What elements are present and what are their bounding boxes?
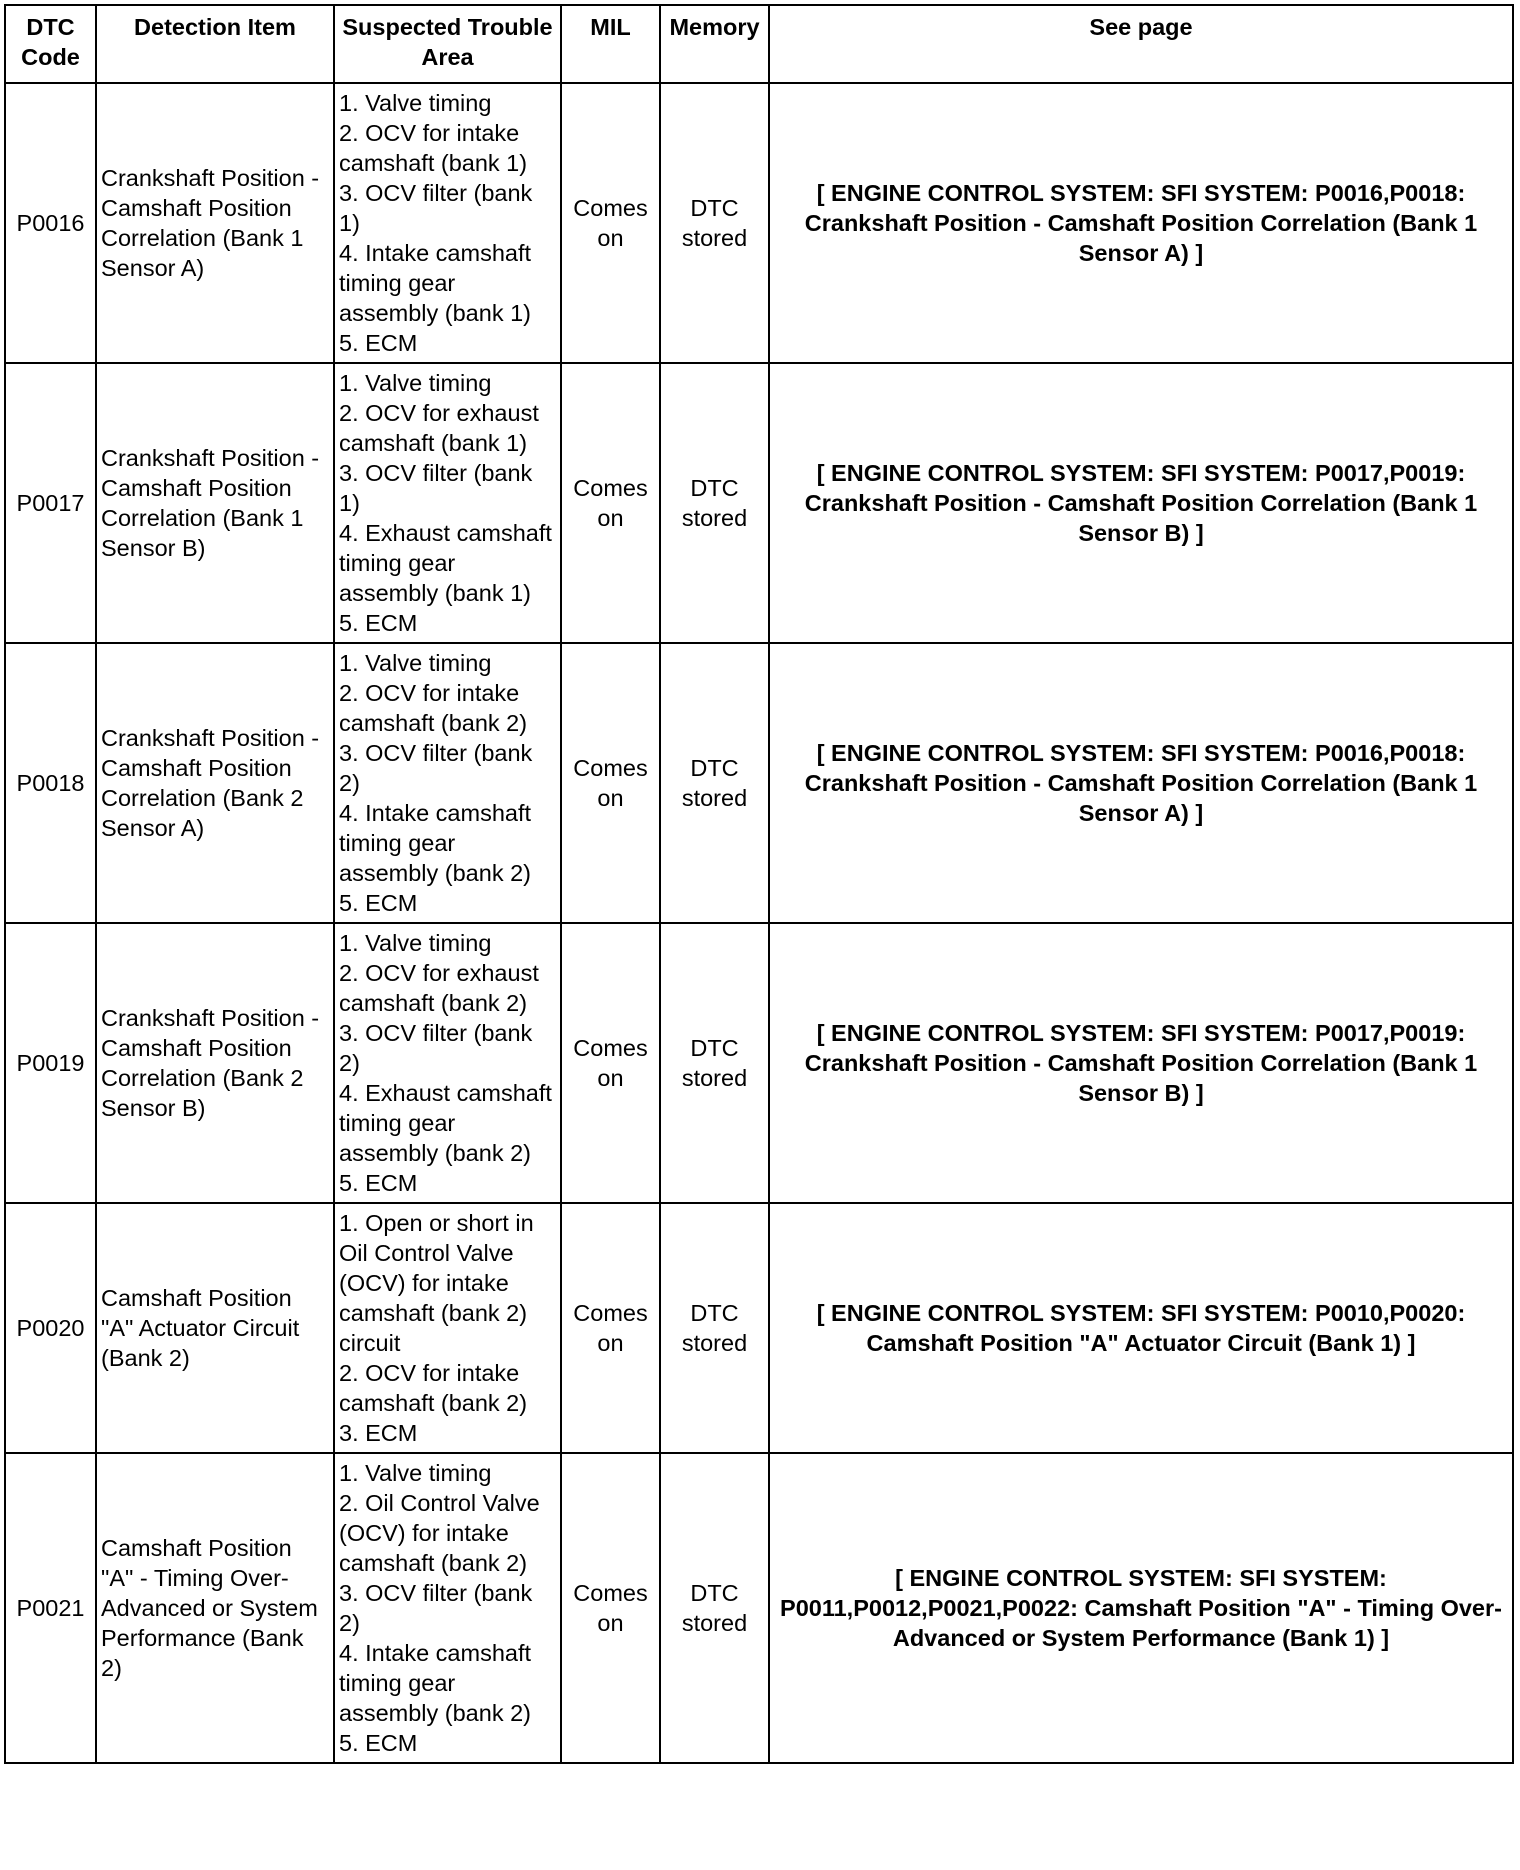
see-page-cell [769, 363, 1513, 643]
trouble-area-item: 3. OCV filter (bank 2) [339, 1020, 533, 1076]
trouble-area-item: 3. OCV filter (bank 2) [339, 740, 533, 796]
trouble-area-item: 5. ECM [339, 890, 418, 916]
trouble-area-item: 1. Valve timing [339, 650, 492, 676]
trouble-area-item: 4. Exhaust camshaft timing gear assembly (bank 1) [339, 520, 552, 606]
trouble-area-item: 2. OCV for intake camshaft (bank 2) [339, 1360, 528, 1416]
suspected-trouble-area-cell [334, 83, 561, 363]
trouble-area-item: 3. ECM [339, 1420, 418, 1446]
trouble-area-item: 2. Oil Control Valve (OCV) for intake camshaft (bank 2) [339, 1490, 540, 1576]
trouble-area-item: 3. OCV filter (bank 2) [339, 1580, 533, 1636]
table-row [5, 1203, 1513, 1453]
header-dtc-code: DTC Code [5, 5, 96, 83]
trouble-area-item: 4. Intake camshaft timing gear assembly (bank 1) [339, 240, 532, 326]
mil-cell: Comes on [561, 923, 660, 1203]
header-memory: Memory [660, 5, 769, 83]
suspected-trouble-area-cell [334, 363, 561, 643]
memory-cell: DTC stored [660, 923, 769, 1203]
trouble-area-item: 5. ECM [339, 1170, 418, 1196]
trouble-area-item: 2. OCV for intake camshaft (bank 2) [339, 680, 528, 736]
see-page-reference[interactable]: [ ENGINE CONTROL SYSTEM: SFI SYSTEM: P0016,P0018: Crankshaft Position - Camshaft Position Correlation (Bank 1 Sensor A) ] [804, 180, 1478, 266]
trouble-area-item: 4. Intake camshaft timing gear assembly (bank 2) [339, 1640, 532, 1726]
mil-cell: Comes on [561, 83, 660, 363]
dtc-code-cell: P0020 [5, 1203, 96, 1453]
table-row [5, 923, 1513, 1203]
header-suspected-trouble-area: Suspected Trouble Area [334, 5, 561, 83]
trouble-area-item: 3. OCV filter (bank 1) [339, 460, 533, 516]
suspected-trouble-area-cell [334, 1453, 561, 1763]
trouble-area-item: 5. ECM [339, 330, 418, 356]
dtc-code-cell: P0019 [5, 923, 96, 1203]
see-page-reference[interactable]: [ ENGINE CONTROL SYSTEM: SFI SYSTEM: P0016,P0018: Crankshaft Position - Camshaft Position Correlation (Bank 1 Sensor A) ] [804, 740, 1478, 826]
suspected-trouble-area-cell [334, 923, 561, 1203]
trouble-area-item: 3. OCV filter (bank 1) [339, 180, 533, 236]
trouble-area-item: 2. OCV for exhaust camshaft (bank 2) [339, 960, 539, 1016]
mil-cell: Comes on [561, 1203, 660, 1453]
header-row [5, 5, 1513, 83]
memory-cell: DTC stored [660, 643, 769, 923]
dtc-code-cell: P0021 [5, 1453, 96, 1763]
see-page-reference[interactable]: [ ENGINE CONTROL SYSTEM: SFI SYSTEM: P0017,P0019: Crankshaft Position - Camshaft Position Correlation (Bank 1 Sensor B) ] [804, 460, 1478, 546]
detection-item-cell: Camshaft Position "A" Actuator Circuit (Bank 2) [96, 1203, 334, 1453]
detection-item-cell: Camshaft Position "A" - Timing Over-Advanced or System Performance (Bank 2) [96, 1453, 334, 1763]
memory-cell: DTC stored [660, 83, 769, 363]
trouble-area-item: 5. ECM [339, 610, 418, 636]
trouble-area-item: 1. Valve timing [339, 90, 492, 116]
dtc-code-cell: P0018 [5, 643, 96, 923]
table-row [5, 643, 1513, 923]
see-page-cell [769, 643, 1513, 923]
mil-cell: Comes on [561, 363, 660, 643]
memory-cell: DTC stored [660, 363, 769, 643]
see-page-cell [769, 1453, 1513, 1763]
detection-item-cell: Crankshaft Position - Camshaft Position Correlation (Bank 2 Sensor B) [96, 923, 334, 1203]
see-page-cell [769, 83, 1513, 363]
dtc-code-cell: P0016 [5, 83, 96, 363]
trouble-area-item: 1. Open or short in Oil Control Valve (OCV) for intake camshaft (bank 2) circuit [339, 1210, 534, 1356]
see-page-cell [769, 1203, 1513, 1453]
trouble-area-item: 5. ECM [339, 1730, 418, 1756]
table-row [5, 1453, 1513, 1763]
see-page-reference[interactable]: [ ENGINE CONTROL SYSTEM: SFI SYSTEM: P0010,P0020: Camshaft Position "A" Actuator Circuit (Bank 1) ] [816, 1300, 1466, 1356]
see-page-reference[interactable]: [ ENGINE CONTROL SYSTEM: SFI SYSTEM: P0011,P0012,P0021,P0022: Camshaft Position "A" - Timing Over-Advanced or System Performance (Bank 1) ] [780, 1565, 1502, 1651]
trouble-area-item: 1. Valve timing [339, 930, 492, 956]
detection-item-cell: Crankshaft Position - Camshaft Position Correlation (Bank 1 Sensor A) [96, 83, 334, 363]
table-row [5, 363, 1513, 643]
trouble-area-item: 2. OCV for exhaust camshaft (bank 1) [339, 400, 539, 456]
memory-cell: DTC stored [660, 1453, 769, 1763]
trouble-area-item: 1. Valve timing [339, 370, 492, 396]
memory-cell: DTC stored [660, 1203, 769, 1453]
see-page-reference[interactable]: [ ENGINE CONTROL SYSTEM: SFI SYSTEM: P0017,P0019: Crankshaft Position - Camshaft Position Correlation (Bank 1 Sensor B) ] [804, 1020, 1478, 1106]
trouble-area-item: 1. Valve timing [339, 1460, 492, 1486]
header-mil: MIL [561, 5, 660, 83]
mil-cell: Comes on [561, 1453, 660, 1763]
header-detection-item: Detection Item [96, 5, 334, 83]
header-see-page: See page [769, 5, 1513, 83]
trouble-area-item: 4. Intake camshaft timing gear assembly (bank 2) [339, 800, 532, 886]
mil-cell: Comes on [561, 643, 660, 923]
see-page-cell [769, 923, 1513, 1203]
detection-item-cell: Crankshaft Position - Camshaft Position Correlation (Bank 2 Sensor A) [96, 643, 334, 923]
dtc-code-cell: P0017 [5, 363, 96, 643]
trouble-area-item: 2. OCV for intake camshaft (bank 1) [339, 120, 528, 176]
table-row [5, 83, 1513, 363]
dtc-table [4, 4, 1514, 1764]
detection-item-cell: Crankshaft Position - Camshaft Position Correlation (Bank 1 Sensor B) [96, 363, 334, 643]
trouble-area-item: 4. Exhaust camshaft timing gear assembly (bank 2) [339, 1080, 552, 1166]
suspected-trouble-area-cell [334, 643, 561, 923]
suspected-trouble-area-cell [334, 1203, 561, 1453]
